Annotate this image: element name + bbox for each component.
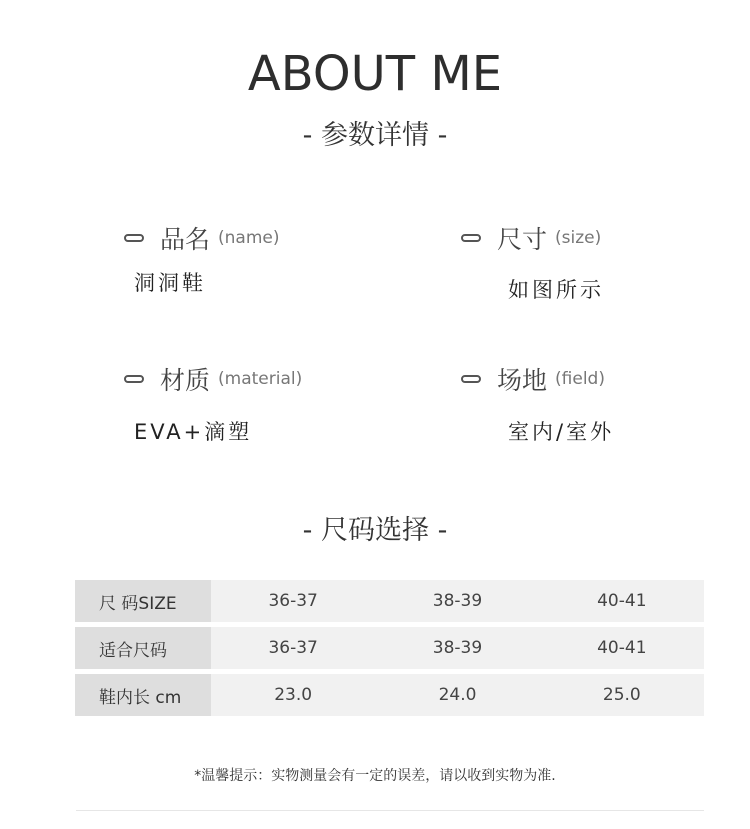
table-cell: 36-37: [268, 591, 318, 611]
table-cell: 36-37: [268, 638, 318, 658]
param-label-name: [124, 220, 280, 256]
table-cell: 40-41: [597, 591, 647, 611]
param-label-size: [461, 220, 601, 256]
page-title: ABOUT ME: [247, 46, 503, 102]
pill-dash-icon: [124, 234, 144, 242]
param-value-size: 如图所示: [508, 278, 604, 302]
size-section-title: - 尺码选择 -: [302, 515, 448, 546]
row-header: 适合尺码: [75, 627, 211, 669]
param-label-en: (name): [218, 228, 280, 248]
table-cell: 40-41: [597, 638, 647, 658]
param-label-text: 品名: [160, 225, 211, 254]
pill-dash-icon: [461, 234, 481, 242]
param-label-en: (size): [555, 228, 602, 248]
table-row: [75, 674, 704, 716]
row-header: 尺 码SIZE: [75, 580, 211, 622]
table-row: [75, 627, 704, 669]
table-row: [75, 580, 704, 622]
param-label-text: 尺寸: [497, 225, 548, 254]
pill-dash-icon: [461, 375, 481, 383]
page-subtitle: - 参数详情 -: [302, 120, 448, 151]
table-cell: 25.0: [602, 685, 641, 705]
param-label-text: 场地: [497, 366, 548, 395]
table-cell: 24.0: [438, 685, 477, 705]
size-table: [75, 580, 704, 721]
param-value-field: 室内/室外: [508, 420, 615, 444]
table-cell: 38-39: [432, 591, 483, 611]
param-label-en: (field): [555, 369, 605, 389]
param-label-text: 材质: [160, 366, 211, 395]
param-value-name: 洞洞鞋: [134, 271, 206, 295]
param-label-en: (material): [218, 369, 303, 389]
pill-dash-icon: [124, 375, 144, 383]
param-label-field: [461, 361, 605, 397]
param-label-material: [124, 361, 302, 397]
measurement-note: *温馨提示：实物测量会有一定的误差，请以收到实物为准.: [194, 768, 556, 784]
divider: [76, 810, 704, 811]
row-header: 鞋内长 cm: [75, 674, 211, 716]
table-cell: 38-39: [432, 638, 483, 658]
param-value-material: EVA+滴塑: [134, 420, 253, 444]
table-cell: 23.0: [274, 685, 313, 705]
